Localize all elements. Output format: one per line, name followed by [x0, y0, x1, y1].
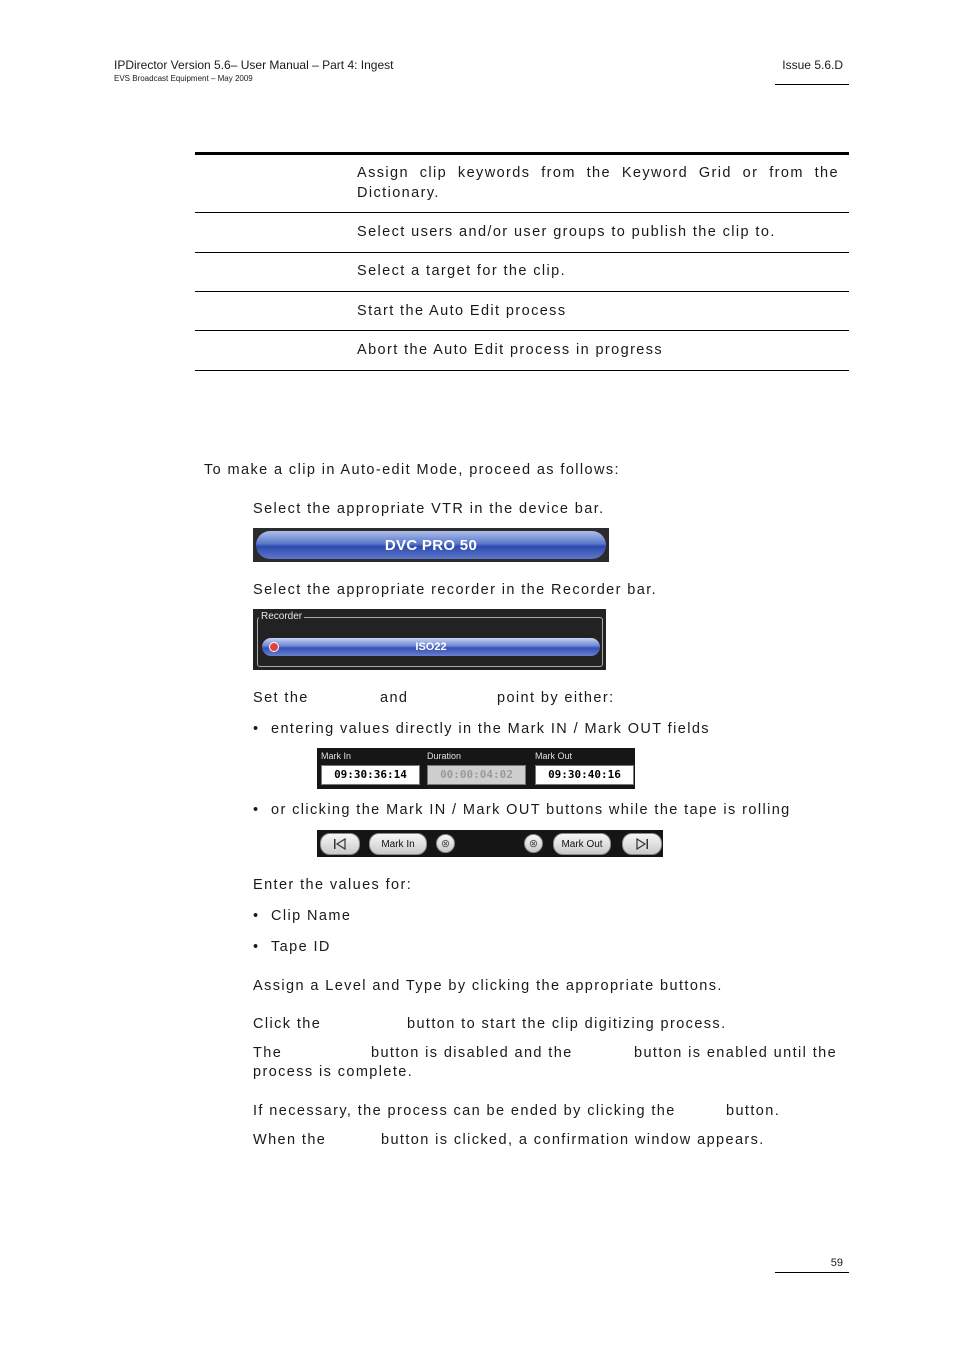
table-cell: Select users and/or user groups to publish the clip to.: [357, 224, 776, 240]
mark-out-button[interactable]: [553, 833, 611, 855]
mark-out-label: Mark Out: [535, 751, 573, 761]
duration-field: 00:00:04:02: [427, 765, 526, 785]
header-rule: [775, 84, 849, 85]
disabled-mid: button is disabled and the: [371, 1045, 573, 1061]
clear-icon: ⊗: [440, 838, 451, 850]
device-bar[interactable]: [253, 528, 609, 562]
mark-in-button-label: Mark In: [381, 838, 415, 850]
table-cell: Start the Auto Edit process: [357, 303, 567, 319]
clear-mark-in-button[interactable]: [436, 834, 455, 853]
disabled-the: The: [253, 1045, 283, 1061]
when-rest: button is clicked, a confirmation window appears.: [381, 1132, 765, 1148]
header-title: IPDirector Version 5.6– User Manual – Part 4: Ingest: [114, 58, 394, 72]
header-issue: Issue 5.6.D: [782, 58, 843, 72]
header-subtitle: EVS Broadcast Equipment – May 2009: [114, 74, 253, 83]
bullet-clip-name: • Clip Name: [271, 908, 351, 924]
recorder-legend: Recorder: [261, 611, 303, 622]
device-bar-pill[interactable]: [256, 531, 606, 559]
click-the: Click the: [253, 1016, 322, 1032]
page-number: 59: [830, 1257, 843, 1269]
bullet-tape-id: • Tape ID: [271, 939, 331, 955]
disabled-end: button is enabled until the: [634, 1045, 838, 1061]
disabled-complete: process is complete.: [253, 1064, 414, 1080]
mark-in-label: Mark In: [321, 751, 352, 761]
mark-buttons-panel: [317, 830, 663, 857]
set-point-by-either: point by either:: [497, 690, 615, 706]
goto-in-icon: [331, 838, 349, 850]
goto-mark-in-button[interactable]: [320, 833, 360, 855]
duration-label: Duration: [427, 751, 462, 761]
step-select-recorder: Select the appropriate recorder in the Recorder bar.: [253, 582, 658, 598]
table-row: [195, 331, 849, 371]
when-the: When the: [253, 1132, 327, 1148]
clear-mark-out-button[interactable]: [524, 834, 543, 853]
mark-in-button[interactable]: [369, 833, 427, 855]
step-assign-level: Assign a Level and Type by clicking the appropriate buttons.: [253, 978, 723, 994]
step-select-vtr: Select the appropriate VTR in the device bar.: [253, 501, 605, 517]
mark-in-field[interactable]: 09:30:36:14: [321, 765, 420, 785]
table-cell: Abort the Auto Edit process in progress: [357, 342, 664, 358]
click-the-rest: button to start the clip digitizing process.: [407, 1016, 727, 1032]
device-label: DVC PRO 50: [384, 536, 478, 554]
recorder-label: ISO22: [415, 641, 447, 653]
footer-rule: [775, 1272, 849, 1273]
mark-fields-panel: [317, 748, 635, 789]
recorder-bar: [253, 609, 606, 670]
table-row: [195, 253, 849, 292]
recorder-button[interactable]: [262, 638, 600, 656]
table-cell: Assign clip keywords from the Keyword Grid or from the Dictionary.: [357, 165, 839, 201]
table-row: [195, 213, 849, 253]
goto-mark-out-button[interactable]: [622, 833, 662, 855]
table-cell: Select a target for the clip.: [357, 263, 567, 279]
step-enter-values: Enter the values for:: [253, 877, 413, 893]
set-point-the: Set the: [253, 690, 309, 706]
recorder-frame: [257, 617, 603, 667]
clear-icon: ⊗: [528, 838, 539, 850]
table-row: [195, 292, 849, 331]
bullet-fields: • entering values directly in the Mark IN / Mark OUT fields: [271, 721, 710, 737]
set-point-and: and: [380, 690, 409, 706]
bullet-buttons: • or clicking the Mark IN / Mark OUT buttons while the tape is rolling: [271, 802, 791, 818]
ended-button: button.: [726, 1103, 781, 1119]
mark-out-button-label: Mark Out: [561, 838, 603, 850]
mark-out-field[interactable]: 09:30:40:16: [535, 765, 634, 785]
intro-text: To make a clip in Auto-edit Mode, proceed as follows:: [204, 462, 620, 478]
ended-text: If necessary, the process can be ended by clicking the: [253, 1103, 676, 1119]
goto-out-icon: [633, 838, 651, 850]
table-row: [195, 155, 849, 213]
